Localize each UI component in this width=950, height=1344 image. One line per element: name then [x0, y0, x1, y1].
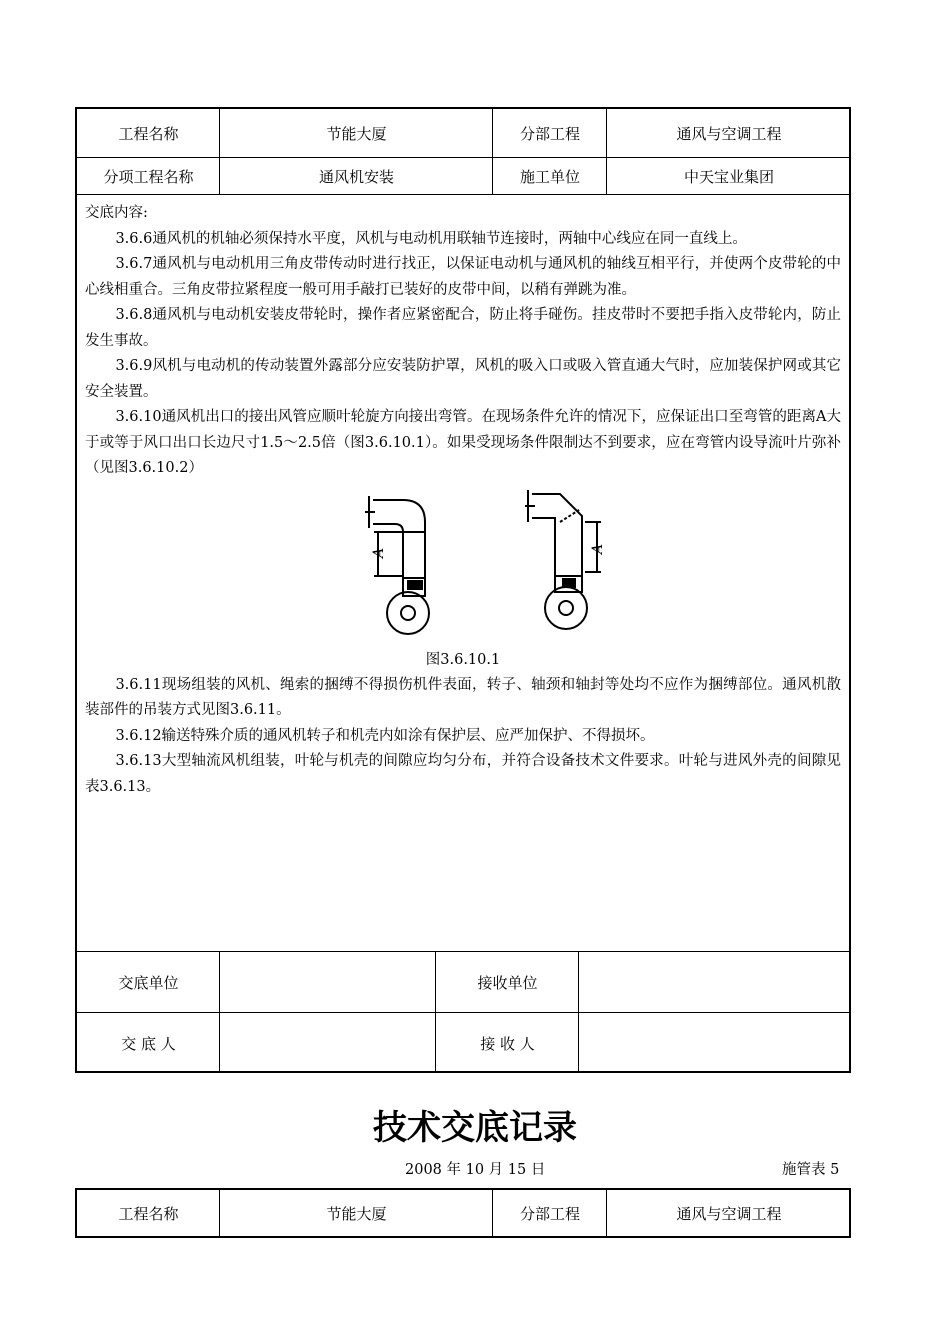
divider — [77, 194, 849, 195]
subitem-value: 通风机安装 — [318, 167, 394, 186]
header-row-1 — [77, 109, 849, 157]
figure-caption: 图3.6.10.1 — [425, 651, 501, 668]
division-value: 通风与空调工程 — [676, 124, 782, 143]
left-dim-label: A — [371, 547, 387, 558]
handover-content — [85, 201, 841, 800]
contractor-label: 施工单位 — [519, 167, 580, 186]
record-sheet-2 — [75, 1188, 851, 1238]
footer-row-1 — [77, 952, 849, 1012]
divider — [606, 1190, 607, 1236]
paragraph-3-6-9: 3.6.9风机与电动机的传动装置外露部分应安装防护罩，风机的吸入口或吸入管直通大气时，应加装保护网或其它安全装置。 — [85, 358, 841, 400]
handover-unit-label: 交底单位 — [118, 973, 179, 992]
project-name-value: 节能大厦 — [326, 124, 387, 143]
divider — [219, 1190, 220, 1236]
fan-elbow-diagram — [85, 488, 845, 648]
paragraph-3-6-8: 3.6.8通风机与电动机安装皮带轮时，操作者应紧密配合，防止将手碰伤。挂皮带时不要把手指入皮带轮内，防止发生事故。 — [85, 307, 841, 349]
footer-row-2 — [77, 1013, 849, 1073]
division-value: 通风与空调工程 — [676, 1204, 782, 1223]
handover-unit-value[interactable] — [220, 952, 436, 1012]
subitem-label: 分项工程名称 — [103, 167, 194, 186]
receiver-unit-value[interactable] — [579, 952, 851, 1012]
divider — [606, 109, 607, 194]
right-fan-shaded — [562, 578, 576, 588]
division-label: 分部工程 — [519, 124, 580, 143]
division-label: 分部工程 — [519, 1204, 580, 1223]
left-fan-shaded — [407, 580, 423, 590]
handover-person-label: 交 底 人 — [121, 1034, 176, 1053]
divider — [435, 952, 436, 1073]
divider — [219, 109, 220, 194]
record-sheet — [75, 107, 851, 1073]
header-row-2 — [77, 158, 849, 194]
figure-3-6-10-1 — [85, 488, 841, 648]
contractor-value: 中天宝业集团 — [683, 167, 774, 186]
divider — [219, 952, 220, 1073]
form-number: 施管表 5 — [782, 1162, 840, 1178]
content-intro: 交底内容: — [85, 205, 148, 221]
paragraph-3-6-12: 3.6.12输送特殊介质的通风机转子和机壳内如涂有保护层、应严加保护、不得损坏。 — [115, 727, 655, 744]
divider — [578, 952, 579, 1073]
divider — [492, 109, 493, 194]
paragraph-3-6-6: 3.6.6通风机的机轴必须保持水平度，风机与电动机用联轴节连接时，两轴中心线应在同一直线上。 — [115, 230, 747, 247]
left-fan-elbow — [365, 496, 429, 634]
right-dim-label: A — [590, 543, 606, 554]
page-title: 技术交底记录 — [373, 1108, 577, 1148]
receiver-person-value[interactable] — [579, 1013, 851, 1073]
paragraph-3-6-10: 3.6.10通风机出口的接出风管应顺叶轮旋方向接出弯管。在现场条件允许的情况下，应保证出口至弯管的距离A大于或等于风口出口长边尺寸1.5～2.5倍（图3.6.10.1）。如果受现场条件限制达不到要求，应在弯管内设导流叶片弥补（见图3.6.10.2） — [85, 409, 841, 476]
project-name-value: 节能大厦 — [326, 1204, 387, 1223]
paragraph-3-6-7: 3.6.7通风机与电动机用三角皮带传动时进行找正，以保证电动机与通风机的轴线互相平行，并使两个皮带轮的中心线相重合。三角皮带拉紧程度一般可用手敲打已装好的皮带中间，以稍有弹跳为准。 — [85, 256, 841, 298]
paragraph-3-6-13: 3.6.13大型轴流风机组装，叶轮与机壳的间隙应均匀分布，并符合设备技术文件要求。叶轮与进风外壳的间隙见表3.6.13。 — [85, 753, 841, 795]
divider — [492, 1190, 493, 1236]
handover-person-value[interactable] — [220, 1013, 436, 1073]
receiver-person-label: 接 收 人 — [480, 1034, 535, 1053]
right-fan-elbow — [525, 490, 601, 629]
record-date: 2008 年 10 月 15 日 — [405, 1162, 546, 1178]
header-row-1 — [77, 1190, 849, 1236]
project-name-label: 工程名称 — [118, 1204, 179, 1223]
receiver-unit-label: 接收单位 — [477, 973, 538, 992]
project-name-label: 工程名称 — [118, 124, 179, 143]
paragraph-3-6-11: 3.6.11现场组装的风机、绳索的捆缚不得损伤机件表面，转子、轴颈和轴封等处均不应作为捆缚部位。通风机散装部件的吊装方式见图3.6.11。 — [85, 676, 841, 718]
